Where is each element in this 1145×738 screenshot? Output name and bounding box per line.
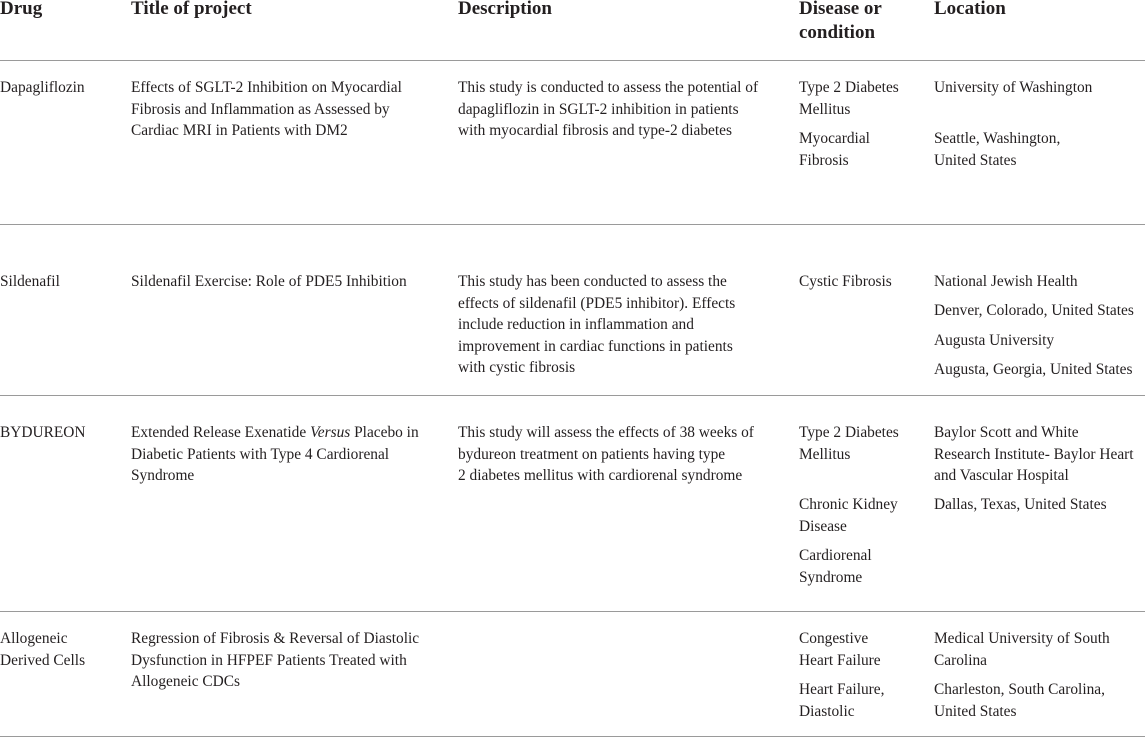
divider-header — [0, 60, 1145, 61]
row3-title — [131, 422, 419, 487]
row3-location-2: Dallas, Texas, United States — [934, 496, 1107, 513]
row2-description-line: This study has been conducted to assess the — [458, 273, 727, 290]
row4-disease-line: Congestive — [799, 630, 869, 647]
row3-disease-line: Chronic Kidney — [799, 496, 898, 513]
row3-disease-line: Disease — [799, 517, 847, 535]
row3-title-text: Extended Release Exenatide — [131, 424, 311, 441]
row3-disease-line: Syndrome — [799, 568, 863, 586]
row4-location-line: United States — [934, 702, 1017, 720]
row1-location-2 — [934, 128, 1060, 171]
row4-location-1 — [934, 628, 1110, 671]
row2-description-line: improvement in cardiac functions in patients — [458, 337, 733, 355]
header-disease-line2: condition — [799, 21, 876, 43]
row3-disease-2 — [799, 494, 898, 537]
header-drug: Drug — [0, 0, 43, 19]
row4-location-line: Carolina — [934, 651, 987, 669]
row4-disease-1 — [799, 628, 881, 671]
row3-title-line — [131, 422, 419, 444]
row2-description — [458, 271, 735, 379]
row2-location-3: Augusta University — [934, 332, 1055, 349]
row2-disease-1 — [799, 271, 892, 293]
row2-disease-line: Cystic Fibrosis — [799, 273, 892, 290]
row2-drug: Sildenafil — [0, 273, 60, 290]
row4-disease-2 — [799, 679, 884, 722]
row2-location-1: National Jewish Health — [934, 273, 1078, 290]
row1-drug: Dapagliflozin — [0, 79, 85, 96]
row3-location-line: and Vascular Hospital — [934, 467, 1069, 484]
row4-disease-line: Heart Failure — [799, 651, 881, 669]
row3-disease-line: Cardiorenal — [799, 547, 872, 564]
row1-disease-2 — [799, 128, 870, 171]
row4-location-line: Medical University of South — [934, 630, 1110, 647]
row1-title — [131, 77, 402, 142]
row2-location-4: Augusta, Georgia, United States — [934, 361, 1133, 378]
row3-description-line: bydureon treatment on patients having type — [458, 445, 726, 463]
header-location: Location — [934, 0, 1006, 19]
row4-drug-line: Derived Cells — [0, 651, 86, 669]
row3-disease-line: Type 2 Diabetes — [799, 424, 899, 441]
divider-row1 — [0, 224, 1145, 225]
row4-disease-line: Diastolic — [799, 702, 855, 720]
row1-description-line: dapagliflozin in SGLT-2 inhibition in patients — [458, 100, 739, 118]
row1-disease-line: Fibrosis — [799, 151, 849, 169]
row1-location-line: United States — [934, 151, 1017, 169]
row3-location-line: Research Institute- Baylor Heart — [934, 445, 1134, 463]
row3-title-line: Diabetic Patients with Type 4 Cardiorenal — [131, 445, 390, 463]
row2-location-2: Denver, Colorado, United States — [934, 302, 1134, 319]
row2-description-line: with cystic fibrosis — [458, 359, 576, 376]
row1-location-line: Seattle, Washington, — [934, 130, 1061, 147]
row1-description — [458, 77, 758, 142]
row4-title-line: Regression of Fibrosis & Reversal of Diastolic — [131, 630, 420, 647]
row3-title-text: Placebo in — [350, 424, 419, 441]
row2-title-line: Sildenafil Exercise: Role of PDE5 Inhibition — [131, 273, 407, 290]
row4-drug-line: Allogeneic — [0, 630, 68, 647]
row3-disease-1 — [799, 422, 899, 465]
row1-title-line: Effects of SGLT-2 Inhibition on Myocardial — [131, 79, 402, 96]
row1-disease-line: Type 2 Diabetes — [799, 79, 899, 96]
row2-description-line: include reduction in inflammation and — [458, 316, 694, 333]
row1-disease-1 — [799, 77, 899, 120]
divider-row2 — [0, 395, 1145, 396]
row3-disease-3 — [799, 545, 872, 588]
row1-disease-line: Mellitus — [799, 100, 851, 118]
row3-title-line: Syndrome — [131, 467, 195, 484]
row3-description — [458, 422, 754, 487]
row1-disease-line: Myocardial — [799, 130, 870, 147]
row4-title-line: Allogeneic CDCs — [131, 673, 241, 690]
row1-title-line: Fibrosis and Inflammation as Assessed by — [131, 100, 390, 118]
row1-location-1 — [934, 77, 1092, 99]
row4-disease-line: Heart Failure, — [799, 681, 885, 698]
row4-drug — [0, 628, 85, 671]
row4-title — [131, 628, 419, 693]
header-title: Title of project — [131, 0, 252, 19]
row4-location-line: Charleston, South Carolina, — [934, 681, 1105, 698]
header-disease-line1: Disease or — [799, 0, 882, 19]
row2-description-line: effects of sildenafil (PDE5 inhibitor). Effects — [458, 294, 736, 312]
header-description: Description — [458, 0, 552, 19]
row3-location-1 — [934, 422, 1134, 487]
divider-bottom — [0, 736, 1145, 737]
row3-disease-line: Mellitus — [799, 445, 851, 463]
row3-drug: BYDUREON — [0, 424, 86, 441]
row4-location-2 — [934, 679, 1105, 722]
row3-title-emphasis: Versus — [310, 424, 351, 441]
row3-description-line: This study will assess the effects of 38 weeks of — [458, 424, 754, 441]
header-disease — [799, 0, 882, 44]
row2-title — [131, 271, 407, 293]
row1-description-line: This study is conducted to assess the potential of — [458, 79, 759, 96]
divider-row3 — [0, 611, 1145, 612]
row1-title-line: Cardiac MRI in Patients with DM2 — [131, 122, 348, 139]
row1-description-line: with myocardial fibrosis and type-2 diabetes — [458, 122, 732, 139]
row3-description-line: 2 diabetes mellitus with cardiorenal syndrome — [458, 467, 743, 484]
row3-location-line: Baylor Scott and White — [934, 424, 1079, 441]
row4-title-line: Dysfunction in HFPEF Patients Treated with — [131, 651, 407, 669]
row1-location-line: University of Washington — [934, 79, 1093, 96]
